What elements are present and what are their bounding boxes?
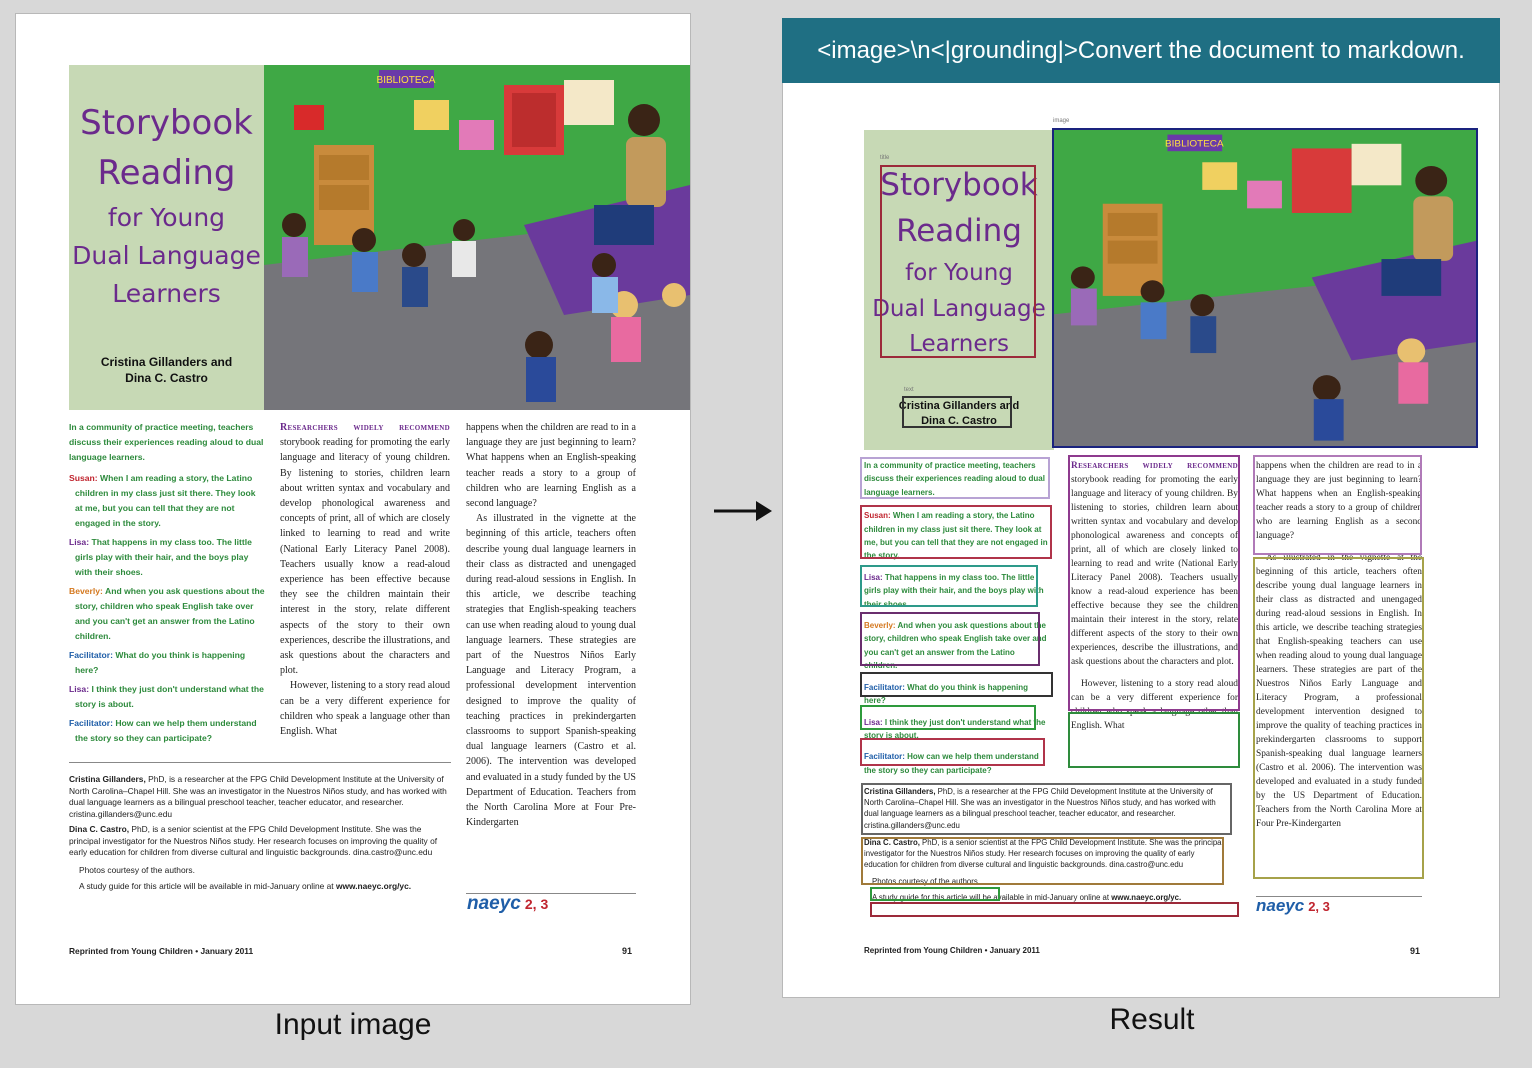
title-line-3: for Young <box>107 203 226 232</box>
result-title-line-4: Dual Language <box>872 296 1046 322</box>
authors-tag: text <box>904 387 914 393</box>
box-bio-1 <box>861 783 1232 835</box>
box-photos-credit <box>870 887 1000 901</box>
dialog-speaker: Lisa: <box>864 717 883 727</box>
authors-line-2: Dina C. Castro <box>125 371 208 385</box>
bio-divider <box>69 762 451 763</box>
box-col2-a <box>1068 455 1240 711</box>
result-authors-line-2: Dina C. Castro <box>921 415 997 427</box>
result-study-guide-text: A study guide for this article will be available in mid-January online at <box>872 892 1112 902</box>
title-panel <box>69 65 264 410</box>
col3-para-2: As illustrated in the vignette at the beginning of this article, teachers often describe young dual language learners in their class as distracted and unengaged during read-aloud sessions in English. In this article, we describe teaching strategies that English-speaking teachers can use when reading aloud to young dual language learners. These strategies are part of the Nuestros Niños Early Language and Literacy Program, a professional development intervention designed to improve the quality of teaching practices in prekindergarten classrooms to support Spanish-speaking dual language learners (Castro et al. 2006). The intervention was developed and evaluated in a study funded by the US Department of Education. Teachers from the North Carolina More at Four Pre-Kindergarten <box>466 513 636 829</box>
box-col2-b <box>1068 712 1240 768</box>
dialog-speaker: Lisa: <box>864 572 883 582</box>
box-dialog-4 <box>860 672 1053 697</box>
col2-para-2: However, listening to a story read aloud can be a very different experience for children who speak a language other than English. What <box>280 680 450 738</box>
result-footer-left: Reprinted from Young Children • January 2011 <box>864 946 1040 955</box>
result-authors-line-1: Cristina Gillanders and <box>898 400 1020 412</box>
result-col3-para-1: happens when the children are read to in a language they are just beginning to learn? What happens when an English-speaking teacher reads a story to a group of children who are learning English as a second language? <box>1256 461 1422 541</box>
result-bio1-text: PhD, is a researcher at the FPG Child Development Institute at the University of North Carolina–Chapel Hill. She was an investigator in the Nuestros Niños study, and has worked with dual language learners as a bilingual preschool teacher, teacher educator, and researcher. cristina.gillanders@unc.edu <box>864 787 1216 830</box>
box-photo <box>1052 128 1478 448</box>
col2-lead: Researchers widely recommend <box>280 422 450 433</box>
dialog-line-3 <box>69 584 265 644</box>
result-col2-para-2: However, listening to a story read aloud can be a very different experience for children who speak a language other than English. What <box>1071 679 1238 731</box>
result-bio1-name: Cristina Gillanders, <box>864 787 936 796</box>
box-dialog-1 <box>860 505 1052 559</box>
dialog-intro: In a community of practice meeting, teachers discuss their experiences reading aloud to dual language learners. <box>69 422 264 462</box>
bio-block <box>69 774 451 924</box>
result-title-line-1: Storybook <box>880 167 1038 203</box>
result-col3-para-2: As illustrated in the vignette at the beginning of this article, teachers often describe young dual language learners in their class as distracted and unengaged during read-aloud sessions in English. In this article, we describe teaching strategies that English-speaking teachers can use when reading aloud to young dual language learners. These strategies are part of the Nuestros Niños Early Language and Literacy Program, a professional development intervention designed to improve the quality of teaching practices in prekindergarten classrooms to support Spanish-speaking dual language learners (Castro et al. 2006). The intervention was developed and evaluated in a study funded by the US Department of Education. Teachers from the North Carolina More at Four Pre-Kindergarten <box>1256 553 1422 829</box>
box-dialog-2 <box>860 565 1038 607</box>
title-line-4: Dual Language <box>72 241 261 270</box>
bio2-text: PhD, is a senior scientist at the FPG Child Development Institute. She was the principal investigator for the Nuestros Niños study. Her research focuses on improving the quality of early education for children from diverse cultural and linguistic backgrounds. dina.castro@unc.edu <box>69 824 438 857</box>
col2-para-1 <box>280 420 450 678</box>
dialog-text: What do you think is happening here? <box>864 682 1029 706</box>
dialog-speaker: Facilitator: <box>864 682 905 692</box>
dialog-speaker: Susan: <box>864 511 891 521</box>
study-guide-text: A study guide for this article will be available in mid-January online at <box>79 881 336 891</box>
result-study-guide-url: www.naeyc.org/yc. <box>1111 892 1182 902</box>
result-page-number: 91 <box>1410 946 1421 956</box>
title-tag: title <box>880 155 890 161</box>
dialog-text: I think they just don't understand what the story is about. <box>864 717 1046 740</box>
dialog-text: What do you think is happening here? <box>75 650 246 675</box>
dialog-line-6 <box>69 716 265 746</box>
arrow-right-icon <box>712 496 772 526</box>
box-dialog-5 <box>860 705 1036 730</box>
bio2-name: Dina C. Castro, <box>69 824 130 834</box>
box-col3-a <box>1253 455 1422 555</box>
dialog-line-4 <box>69 648 265 678</box>
result-photo-sign: BIBLIOTECA <box>1165 138 1224 150</box>
dialog-text: How can we help them understand the story so they can participate? <box>75 718 257 743</box>
dialog-column <box>69 420 265 760</box>
body-column-2 <box>280 420 450 760</box>
study-guide-url: www.naeyc.org/yc. <box>335 881 412 891</box>
naeyc-logo <box>467 893 548 915</box>
col2-body: storybook reading for promoting the early language and literacy of young children. By listening to stories, children learn about written syntax and vocabulary and develop phonological awareness and concepts of print, all of which are closely linked to learning to read and write (National Early Literacy Panel 2008). Teachers usually know a read-aloud experience has been effective because they see the children maintain their interest in the story, relate different aspects of the story to their own experiences, describe the illustrations, and ask questions about the characters and plot. <box>280 437 450 677</box>
bio-2 <box>69 824 451 859</box>
naeyc-logo-text: naeyc <box>467 893 521 914</box>
study-guide <box>69 881 451 893</box>
result-dialog-intro: In a community of practice meeting, teachers discuss their experiences reading aloud to dual language learners. <box>864 461 1045 497</box>
dialog-speaker: Susan: <box>69 473 98 483</box>
box-dialog-intro <box>860 457 1050 499</box>
dialog-speaker: Facilitator: <box>69 718 113 728</box>
result-naeyc-logo-text: naeyc <box>1256 896 1305 915</box>
input-caption: Input image <box>274 1008 432 1041</box>
title-line-5: Learners <box>112 279 221 308</box>
result-title-line-2: Reading <box>896 213 1022 249</box>
dialog-line-1 <box>69 471 265 531</box>
result-col2-lead: Researchers widely recommend <box>1071 461 1238 471</box>
dialog-text: And when you ask questions about the story, children who speak English take over and you can't get an answer from the Latino children. <box>864 621 1047 671</box>
footer-left: Reprinted from Young Children • January 2011 <box>69 946 254 956</box>
dialog-line-2 <box>69 535 265 580</box>
dialog-speaker: Beverly: <box>69 586 103 596</box>
dialog-speaker: Facilitator: <box>69 650 113 660</box>
dialog-speaker: Lisa: <box>69 537 90 547</box>
box-dialog-6 <box>860 738 1045 766</box>
prompt-banner: <image>\n<|grounding|>Convert the document to markdown. <box>782 18 1500 83</box>
bio1-name: Cristina Gillanders, <box>69 774 146 784</box>
box-col3-b <box>1253 557 1424 879</box>
photos-credit: Photos courtesy of the authors. <box>79 864 195 875</box>
box-authors <box>902 396 1012 428</box>
classroom-photo-illustration <box>264 65 690 410</box>
authors-line-1: Cristina Gillanders and <box>100 355 233 369</box>
naeyc-logo-nums: 2, 3 <box>524 896 549 912</box>
box-bio-2 <box>861 837 1224 885</box>
box-dialog-3 <box>860 612 1040 666</box>
result-title-line-3: for Young <box>905 260 1013 286</box>
bio-1 <box>69 774 451 820</box>
result-naeyc-logo <box>1256 896 1330 916</box>
body-column-3 <box>466 420 636 875</box>
dialog-text: That happens in my class too. The little girls play with their hair, and the boys play with their shoes. <box>75 537 252 577</box>
image-tag: image <box>1053 118 1070 124</box>
photo-sign: BIBLIOTECA <box>376 75 436 86</box>
page-number: 91 <box>622 946 633 956</box>
dialog-text: How can we help them understand the story so they can participate? <box>864 752 1039 775</box>
bio1-text: PhD, is a researcher at the FPG Child Development Institute at the University of North Carolina–Chapel Hill. She was an investigator in the Nuestros Niños study, and has worked with dual language learners as a bilingual preschool teacher, teacher educator, and researcher. cristina.gillanders@unc.edu <box>69 774 447 819</box>
result-bio2-name: Dina C. Castro, <box>864 837 920 847</box>
title-line-1: Storybook <box>80 103 253 143</box>
dialog-speaker: Beverly: <box>864 621 896 631</box>
dialog-text: That happens in my class too. The little girls play with their hair, and the boys play with their shoes. <box>864 572 1044 609</box>
dialog-speaker: Lisa: <box>69 684 90 694</box>
result-caption: Result <box>1109 1003 1195 1036</box>
title-line-2: Reading <box>97 153 236 193</box>
box-study-guide <box>870 902 1239 917</box>
result-title-line-5: Learners <box>909 331 1009 357</box>
box-title <box>880 165 1036 358</box>
classroom-photo <box>264 65 690 410</box>
result-bio2-text: PhD, is a senior scientist at the FPG Child Development Institute. She was the principal investigator for the Nuestros Niños study. Her research focuses on improving the quality of early education for children from diverse cultural and linguistic backgrounds. dina.castro@unc.edu <box>864 837 1224 870</box>
dialog-text: And when you ask questions about the story, children who speak English take over and you can't get an answer from the Latino children. <box>75 586 265 641</box>
col3-para-1: happens when the children are read to in a language they are just beginning to learn? What happens when an English-speaking teacher reads a story to a group of children who are learning English as a second language? <box>466 422 636 510</box>
result-naeyc-logo-nums: 2, 3 <box>1308 899 1330 914</box>
dialog-text: When I am reading a story, the Latino children in my class just sit there. They look at me, but you can tell that they are not engaged in the story. <box>864 511 1048 561</box>
dialog-line-5 <box>69 682 265 712</box>
result-photos-credit: Photos courtesy of the authors. <box>872 877 980 887</box>
dialog-text: When I am reading a story, the Latino children in my class just sit there. They look at me, but you can tell that they are not engaged in the story. <box>75 473 256 528</box>
dialog-text: I think they just don't understand what the story is about. <box>75 684 264 709</box>
result-col2-body: storybook reading for promoting the early language and literacy of young children. By listening to stories, children learn about written syntax and vocabulary and develop phonological awareness and concepts of print, all of which are closely linked to learning to read and write (National Early Literacy Panel 2008). Teachers usually know a read-aloud experience has been effective because they see the children maintain their interest in the story, relate different aspects of the story to their own experiences, describe the illustrations, and ask questions about the characters and plot. <box>1071 475 1238 667</box>
dialog-speaker: Facilitator: <box>864 752 905 762</box>
